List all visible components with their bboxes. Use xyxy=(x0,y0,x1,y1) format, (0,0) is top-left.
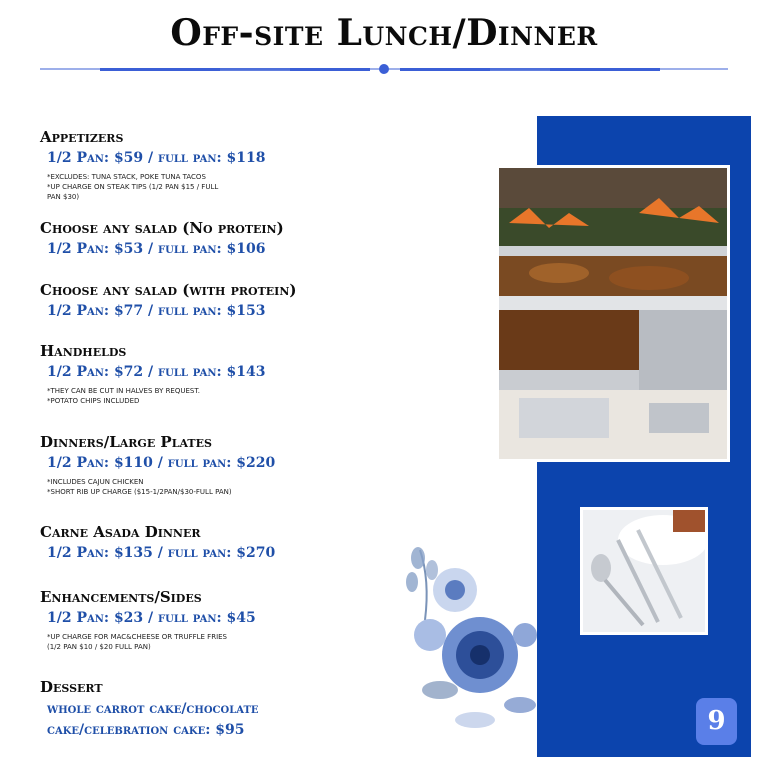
section-title: Dinners/Large Plates xyxy=(40,433,212,451)
note-line: (1/2 PAN $10 / $20 FULL PAN) xyxy=(47,643,151,651)
cutlery-photo-icon xyxy=(583,510,705,632)
section-price: 1/2 Pan: $23 / full pan: $45 xyxy=(47,610,256,626)
section-title: Carne Asada Dinner xyxy=(40,523,201,541)
section-title: Dessert xyxy=(40,678,103,696)
cutlery-photo xyxy=(580,507,708,635)
menu-section-appetizers xyxy=(40,128,510,202)
menu-section-dinners xyxy=(40,433,510,497)
section-notes xyxy=(47,632,247,652)
section-title: Choose any salad (with protein) xyxy=(40,281,297,299)
section-title: Choose any salad (No protein) xyxy=(40,219,284,237)
page-number-badge: 9 xyxy=(696,698,737,745)
menu-section-salad-no-protein xyxy=(40,219,510,258)
note-line: *SHORT RIB UP CHARGE ($15-1/2PAN/$30-FULL PAN) xyxy=(47,488,232,496)
section-price: 1/2 Pan: $53 / full pan: $106 xyxy=(47,241,266,257)
note-line: *POTATO CHIPS INCLUDED xyxy=(47,397,140,405)
section-notes xyxy=(47,172,247,202)
section-notes xyxy=(47,386,247,406)
note-line: *INCLUDES CAJUN CHICKEN xyxy=(47,478,144,486)
note-line: *UP CHARGE ON STEAK TIPS (1/2 PAN $15 / FULL xyxy=(47,183,219,191)
section-title: Appetizers xyxy=(40,128,124,146)
note-line: *UP CHARGE FOR MAC&CHEESE OR TRUFFLE FRIES xyxy=(47,633,227,641)
section-price: 1/2 Pan: $59 / full pan: $118 xyxy=(47,150,266,166)
section-title: Enhancements/Sides xyxy=(40,588,202,606)
buffet-photo-icon xyxy=(499,168,727,459)
section-price: 1/2 Pan: $135 / full pan: $270 xyxy=(47,545,276,561)
buffet-photo xyxy=(496,165,730,462)
section-title: Handhelds xyxy=(40,342,127,360)
section-price: 1/2 Pan: $72 / full pan: $143 xyxy=(47,364,266,380)
note-line: *THEY CAN BE CUT IN HALVES BY REQUEST. xyxy=(47,387,201,395)
title-divider xyxy=(40,63,728,77)
menu-section-handhelds xyxy=(40,342,510,406)
note-line: *EXCLUDES: TUNA STACK, POKE TUNA TACOS xyxy=(47,173,206,181)
page-title: Off-site Lunch/Dinner xyxy=(170,12,598,54)
section-price: 1/2 Pan: $77 / full pan: $153 xyxy=(47,303,266,319)
section-notes xyxy=(47,477,247,497)
note-line: PAN $30) xyxy=(47,193,80,201)
section-price: 1/2 Pan: $110 / full pan: $220 xyxy=(47,455,276,471)
menu-section-salad-with-protein xyxy=(40,281,510,320)
blue-flowers-decoration xyxy=(400,540,550,740)
section-price: whole carrot cake/chocolate cake/celebration cake: $95 xyxy=(47,701,259,738)
